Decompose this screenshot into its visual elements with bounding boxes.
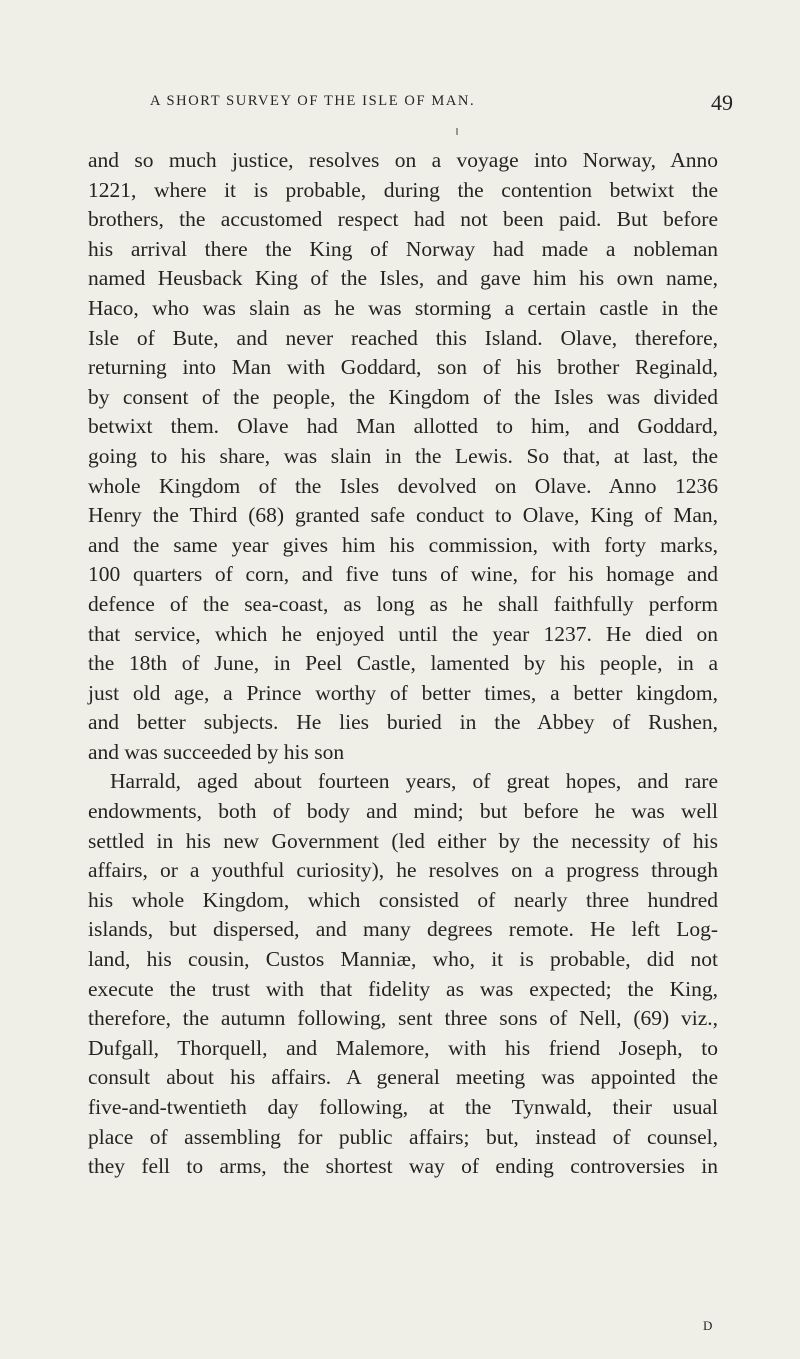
text-line-28: land, his cousin, Custos Manniæ, who, it is probable, did not: [88, 947, 718, 972]
signature-mark: D: [703, 1318, 713, 1333]
text-line-26: his whole Kingdom, which consisted of nearly three hundred: [88, 887, 718, 912]
text-line-15: 100 quarters of corn, and five tuns of wine, for his homage and: [88, 562, 718, 587]
page-number: 49: [711, 90, 733, 115]
text-line-21: and was succeeded by his son: [88, 739, 345, 764]
text-line-13: Henry the Third (68) granted safe conduct to Olave, King of Man,: [88, 503, 718, 528]
text-line-23: endowments, both of body and mind; but before he was well: [88, 799, 718, 824]
text-line-5: named Heusback King of the Isles, and gave him his own name,: [88, 266, 718, 291]
text-line-6: Haco, who was slain as he was storming a certain castle in the: [88, 295, 718, 320]
text-line-35: they fell to arms, the shortest way of ending controversies in: [88, 1154, 718, 1179]
text-line-7: Isle of Bute, and never reached this Island. Olave, therefore,: [88, 325, 718, 350]
text-line-1: and so much justice, resolves on a voyage into Norway, Anno: [88, 148, 718, 172]
text-line-25: affairs, or a youthful curiosity), he resolves on a progress through: [88, 858, 718, 883]
text-line-32: consult about his affairs. A general meeting was appointed the: [88, 1065, 718, 1090]
text-line-31: Dufgall, Thorquell, and Malemore, with his friend Joseph, to: [88, 1035, 718, 1060]
text-line-24: settled in his new Government (led either by the necessity of his: [88, 828, 718, 853]
text-line-20: and better subjects. He lies buried in the Abbey of Rushen,: [88, 710, 718, 735]
text-line-4: his arrival there the King of Norway had made a nobleman: [88, 236, 718, 261]
body-text: [88, 146, 718, 1182]
running-head: [0, 90, 800, 120]
text-line-22: Harrald, aged about fourteen years, of great hopes, and rare: [110, 769, 718, 794]
running-title: A SHORT SURVEY OF THE ISLE OF MAN.: [150, 93, 476, 109]
text-line-12: whole Kingdom of the Isles devolved on Olave. Anno 1236: [88, 473, 718, 498]
text-line-2: 1221, where it is probable, during the contention betwixt the: [88, 177, 718, 202]
text-line-8: returning into Man with Goddard, son of his brother Reginald,: [88, 355, 718, 380]
text-line-16: defence of the sea-coast, as long as he shall faithfully perform: [88, 591, 718, 616]
text-line-19: just old age, a Prince worthy of better times, a better kingdom,: [88, 680, 718, 705]
text-line-3: brothers, the accustomed respect had not been paid. But before: [88, 207, 718, 232]
text-line-11: going to his share, was slain in the Lewis. So that, at last, the: [88, 443, 718, 468]
text-line-34: place of assembling for public affairs; but, instead of counsel,: [88, 1124, 718, 1149]
text-line-29: execute the trust with that fidelity as was expected; the King,: [88, 976, 718, 1001]
print-speck: [456, 128, 458, 135]
text-line-14: and the same year gives him his commission, with forty marks,: [88, 532, 718, 557]
text-line-27: islands, but dispersed, and many degrees remote. He left Log-: [88, 917, 718, 942]
text-line-33: five-and-twentieth day following, at the Tynwald, their usual: [88, 1095, 718, 1119]
text-line-10: betwixt them. Olave had Man allotted to him, and Goddard,: [88, 414, 718, 439]
text-line-30: therefore, the autumn following, sent three sons of Nell, (69) viz.,: [88, 1006, 718, 1031]
text-line-9: by consent of the people, the Kingdom of the Isles was divided: [88, 384, 718, 409]
text-line-17: that service, which he enjoyed until the year 1237. He died on: [88, 621, 718, 646]
text-line-18: the 18th of June, in Peel Castle, lamented by his people, in a: [88, 651, 718, 676]
